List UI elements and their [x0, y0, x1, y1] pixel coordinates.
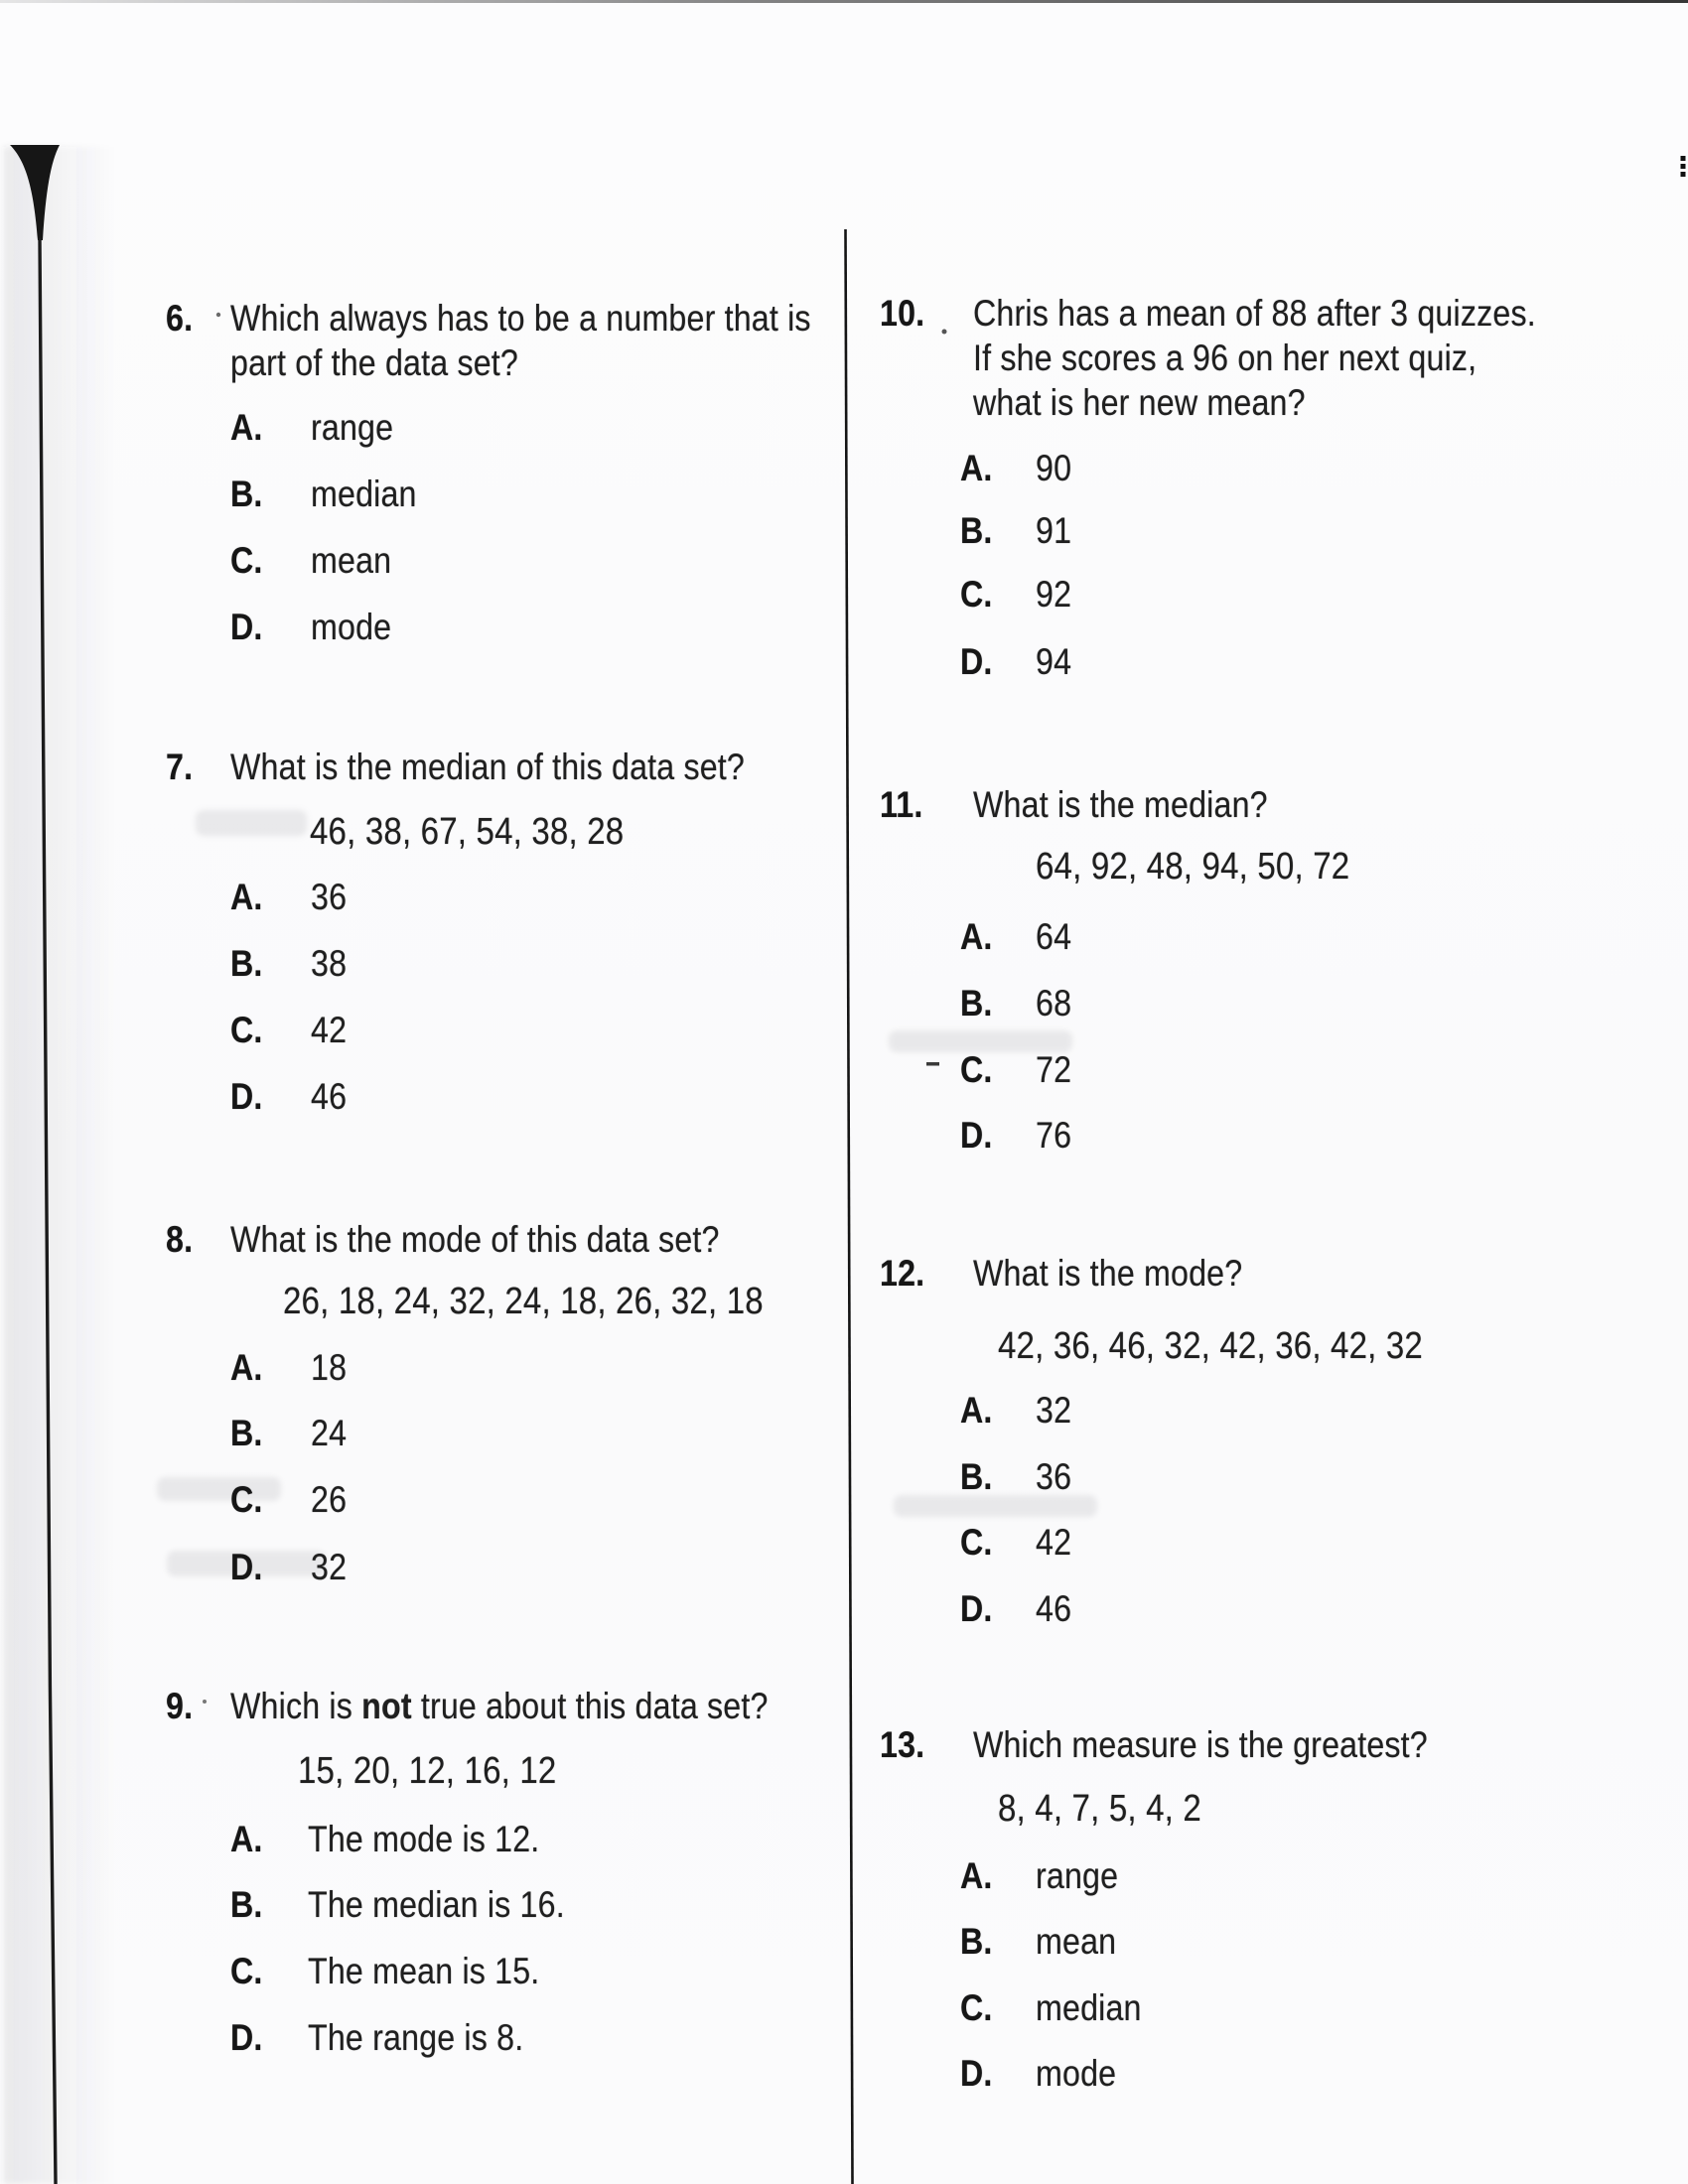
- question-13-number: 13.: [880, 1724, 925, 1765]
- question-12-option-c-label: C.: [960, 1522, 993, 1563]
- question-9-option-b-text: The median is 16.: [308, 1884, 565, 1925]
- question-6-line-2: [230, 341, 518, 386]
- question-8-option-a-text: 18: [311, 1347, 348, 1388]
- question-11-option-b-text: 68: [1036, 983, 1072, 1024]
- question-12-option-b-label: B.: [960, 1456, 993, 1497]
- question-7-option-a-text: 36: [311, 877, 348, 917]
- question-6-option-a-text: range: [311, 407, 394, 448]
- question-9-option-d-label: D.: [230, 2017, 263, 2058]
- question-10-option-c-text: 92: [1036, 574, 1072, 614]
- question-11-option-b-label: B.: [960, 983, 993, 1024]
- question-10-option-d-text: 94: [1036, 641, 1072, 682]
- question-8-line-1: [230, 1217, 720, 1263]
- question-7-option-c-label: C.: [230, 1010, 263, 1050]
- question-10-line-2: [973, 336, 1477, 381]
- question-11-line-1: [973, 782, 1268, 828]
- question-12-option-c-text: 42: [1036, 1522, 1072, 1563]
- question-13-option-b-text: mean: [1036, 1921, 1117, 1962]
- question-12-option-a-text: 32: [1036, 1390, 1072, 1431]
- question-10-option-a-label: A.: [960, 448, 993, 488]
- question-6-line-2-segment-1: part of the data set?: [230, 342, 518, 383]
- question-8-number: 8.: [166, 1219, 194, 1260]
- question-8-option-b-text: 24: [311, 1413, 348, 1453]
- question-9-option-d-text: The range is 8.: [308, 2017, 524, 2058]
- question-7-number: 7.: [166, 747, 194, 787]
- question-10-number: 10.: [880, 293, 925, 334]
- question-10-option-a-text: 90: [1036, 448, 1072, 488]
- question-7-option-a-label: A.: [230, 877, 263, 917]
- question-12-number: 12.: [880, 1253, 925, 1294]
- question-7-line-1-segment-1: What is the median of this data set?: [230, 747, 746, 787]
- question-12-data-set: 42, 36, 46, 32, 42, 36, 42, 32: [998, 1325, 1423, 1367]
- question-7-data-set: 46, 38, 67, 54, 38, 28: [310, 811, 625, 853]
- question-12-option-d-label: D.: [960, 1588, 993, 1629]
- question-9-option-c-text: The mean is 15.: [308, 1951, 540, 1991]
- question-6-option-a-label: A.: [230, 407, 263, 448]
- question-9-line-1-segment-1: Which is: [230, 1686, 362, 1726]
- question-10-line-3: [973, 380, 1306, 426]
- question-10-option-d-label: D.: [960, 641, 993, 682]
- question-8-option-d-label: D.: [230, 1547, 263, 1587]
- question-9-option-a-label: A.: [230, 1819, 263, 1859]
- question-10-option-b-text: 91: [1036, 510, 1072, 551]
- question-6-line-1: [230, 296, 811, 341]
- question-6-option-d-text: mode: [311, 607, 392, 647]
- question-7-option-d-text: 46: [311, 1076, 348, 1117]
- question-11-data-set: 64, 92, 48, 94, 50, 72: [1036, 846, 1350, 887]
- question-9-line-1-segment-3: true about this data set?: [411, 1686, 769, 1726]
- question-11-line-1-segment-1: What is the median?: [973, 784, 1268, 825]
- question-13-option-c-text: median: [1036, 1987, 1142, 2028]
- question-13-line-1: [973, 1722, 1428, 1768]
- question-11-option-a-text: 64: [1036, 916, 1072, 957]
- question-11-option-d-label: D.: [960, 1115, 993, 1156]
- question-9-line-1: [230, 1684, 769, 1729]
- question-13-option-b-label: B.: [960, 1921, 993, 1962]
- question-6-option-b-text: median: [311, 474, 417, 514]
- question-8-option-c-label: C.: [230, 1479, 263, 1520]
- question-7-line-1: [230, 745, 745, 790]
- question-9-number: 9.: [166, 1686, 194, 1726]
- question-13-option-d-label: D.: [960, 2053, 993, 2094]
- question-9-option-a-text: The mode is 12.: [308, 1819, 540, 1859]
- question-8-line-1-segment-1: What is the mode of this data set?: [230, 1219, 720, 1260]
- question-6-option-d-label: D.: [230, 607, 263, 647]
- question-9-data-set: 15, 20, 12, 16, 12: [298, 1750, 557, 1792]
- question-6-option-b-label: B.: [230, 474, 263, 514]
- question-11-option-a-label: A.: [960, 916, 993, 957]
- question-12-line-1-segment-1: What is the mode?: [973, 1253, 1243, 1294]
- question-10-option-b-label: B.: [960, 510, 993, 551]
- question-13-line-1-segment-1: Which measure is the greatest?: [973, 1724, 1428, 1765]
- question-13-option-d-text: mode: [1036, 2053, 1117, 2094]
- question-10-line-1-segment-1: Chris has a mean of 88 after 3 quizzes.: [973, 293, 1536, 334]
- question-9-line-1-segment-2: not: [361, 1686, 412, 1726]
- question-11-option-d-text: 76: [1036, 1115, 1072, 1156]
- question-10-line-2-segment-1: If she scores a 96 on her next quiz,: [973, 338, 1477, 378]
- question-6-number: 6.: [166, 298, 194, 339]
- question-10-option-c-label: C.: [960, 574, 993, 614]
- question-10-line-3-segment-1: what is her new mean?: [973, 382, 1306, 423]
- question-6-option-c-label: C.: [230, 540, 263, 581]
- question-8-option-b-label: B.: [230, 1413, 263, 1453]
- question-7-option-c-text: 42: [311, 1010, 348, 1050]
- question-9-option-b-label: B.: [230, 1884, 263, 1925]
- question-13-option-c-label: C.: [960, 1987, 993, 2028]
- question-11-option-c-text: 72: [1036, 1049, 1072, 1090]
- question-13-option-a-text: range: [1036, 1855, 1119, 1896]
- question-12-line-1: [973, 1251, 1242, 1297]
- question-6-line-1-segment-1: Which always has to be a number that is: [230, 298, 811, 339]
- question-12-option-d-text: 46: [1036, 1588, 1072, 1629]
- question-12-option-a-label: A.: [960, 1390, 993, 1431]
- question-12-option-b-text: 36: [1036, 1456, 1072, 1497]
- question-8-data-set: 26, 18, 24, 32, 24, 18, 26, 32, 18: [283, 1281, 764, 1322]
- question-8-option-d-text: 32: [311, 1547, 348, 1587]
- question-6-option-c-text: mean: [311, 540, 392, 581]
- question-11-option-c-label: C.: [960, 1049, 993, 1090]
- question-7-option-b-label: B.: [230, 943, 263, 984]
- question-7-option-b-text: 38: [311, 943, 348, 984]
- question-13-option-a-label: A.: [960, 1855, 993, 1896]
- question-9-option-c-label: C.: [230, 1951, 263, 1991]
- question-10-line-1: [973, 291, 1536, 337]
- question-13-data-set: 8, 4, 7, 5, 4, 2: [998, 1788, 1201, 1830]
- question-8-option-c-text: 26: [311, 1479, 348, 1520]
- question-11-number: 11.: [880, 784, 923, 825]
- question-7-option-d-label: D.: [230, 1076, 263, 1117]
- question-8-option-a-label: A.: [230, 1347, 263, 1388]
